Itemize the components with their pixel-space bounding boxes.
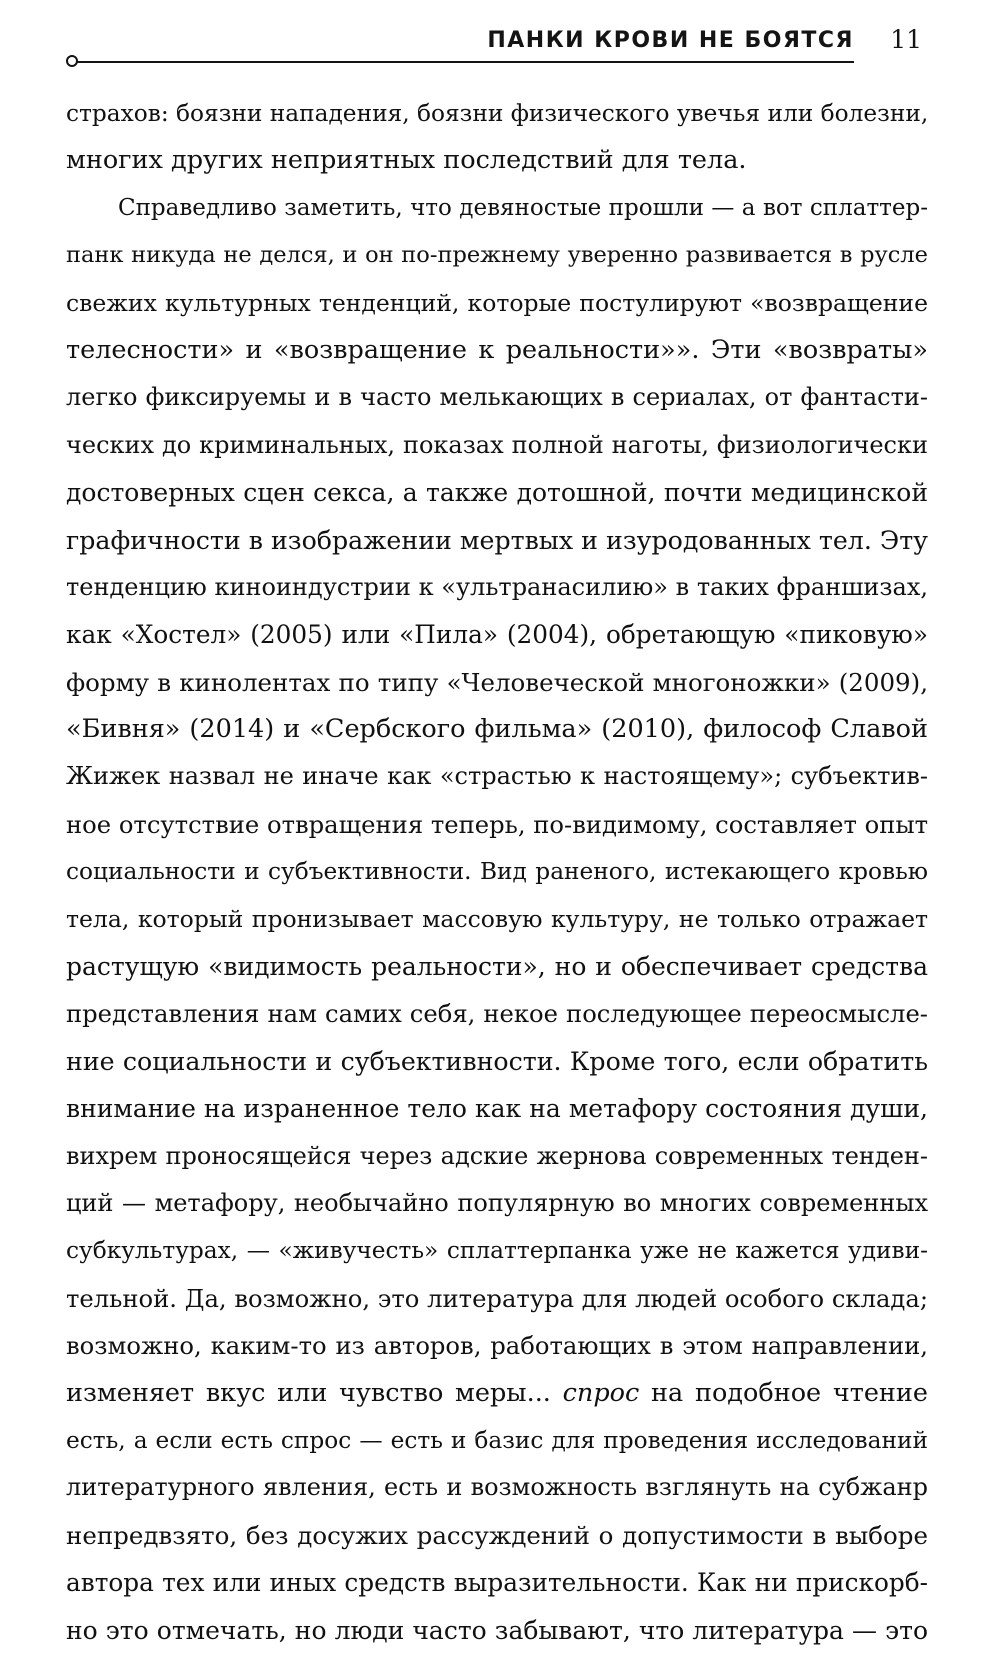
- text-line: представления нам самих себя, некое последующее переосмысле-: [66, 999, 928, 1029]
- text-line: внимание на израненное тело как на метафору состояния души,: [66, 1094, 928, 1124]
- text-segment: изменяет вкус или чувство меры...: [66, 1377, 551, 1408]
- text-line: ций — метафору, необычайно популярную во многих современных: [66, 1188, 928, 1217]
- running-title: ПАНКИ КРОВИ НЕ БОЯТСЯ: [487, 28, 854, 53]
- text-line: легко фиксируемы и в часто мелькающих в сериалах, от фантасти-: [66, 383, 928, 412]
- text-line: форму в кинолентах по типу «Человеческой многоножки» (2009),: [66, 667, 928, 697]
- header-rule: [75, 61, 854, 63]
- text-line: автора тех или иных средств выразительности. Как ни прискорб-: [66, 1568, 928, 1598]
- text-line: многих других неприятных последствий для тела.: [66, 145, 747, 176]
- header-rule-dot: [66, 55, 78, 67]
- text-line: как «Хостел» (2005) или «Пила» (2004), обретающую «пиковую»: [66, 620, 928, 650]
- text-line: телесности» и «возвращение к реальности»». Эти «возвраты»: [66, 334, 928, 365]
- text-line: тельной. Да, возможно, это литература для людей особого склада;: [66, 1283, 928, 1313]
- text-line: панк никуда не делся, и он по-прежнему уверенно развивается в русле: [66, 242, 928, 269]
- body-text: [66, 90, 928, 1654]
- text-line: тела, который пронизывает массовую культуру, не только отражает: [66, 904, 928, 933]
- text-line: Жижек назвал не иначе как «страстью к настоящему»; субъектив-: [66, 762, 928, 791]
- page-number: 11: [890, 25, 922, 54]
- text-line: свежих культурных тенденций, которые постулируют «возвращение: [66, 288, 928, 317]
- emphasis-word: спрос: [562, 1377, 640, 1408]
- text-line: но это отмечать, но люди часто забывают, что литература — это: [66, 1615, 928, 1645]
- text-line: страхов: боязни нападения, боязни физического увечья или болезни,: [66, 100, 929, 127]
- text-line: ние социальности и субъективности. Кроме того, если обратить: [66, 1046, 928, 1076]
- text-line-with-emphasis: [66, 1370, 928, 1417]
- text-line: литературного явления, есть и возможность взглянуть на субжанр: [66, 1473, 928, 1502]
- text-segment: на подобное чтение: [651, 1377, 928, 1408]
- text-line: социальности и субъективности. Вид раненого, истекающего кровью: [66, 858, 928, 886]
- text-line: возможно, каким-то из авторов, работающих в этом направлении,: [66, 1331, 928, 1361]
- text-line: субкультурах, — «живучесть» сплаттерпанка уже не кажется удиви-: [66, 1237, 928, 1265]
- running-header: [68, 26, 924, 76]
- text-line: ческих до криминальных, показах полной наготы, физиологически: [66, 430, 928, 459]
- text-line: есть, а если есть спрос — есть и базис для проведения исследований: [66, 1426, 928, 1454]
- text-line: растущую «видимость реальности», но и обеспечивает средства: [66, 952, 928, 982]
- text-line: тенденцию киноиндустрии к «ультранасилию» в таких франшизах,: [66, 572, 928, 601]
- text-line: Справедливо заметить, что девяностые прошли — а вот сплаттер-: [118, 194, 928, 221]
- text-line: достоверных сцен секса, а также дотошной, почти медицинской: [66, 478, 928, 508]
- text-line: вихрем проносящейся через адские жернова современных тенден-: [66, 1141, 928, 1170]
- text-line: «Бивня» (2014) и «Сербского фильма» (2010), философ Славой: [66, 714, 928, 745]
- text-line: графичности в изображении мертвых и изуродованных тел. Эту: [66, 525, 929, 555]
- text-line: непредвзято, без досужих рассуждений о допустимости в выборе: [66, 1520, 928, 1550]
- text-line: ное отсутствие отвращения теперь, по-видимому, составляет опыт: [66, 809, 929, 839]
